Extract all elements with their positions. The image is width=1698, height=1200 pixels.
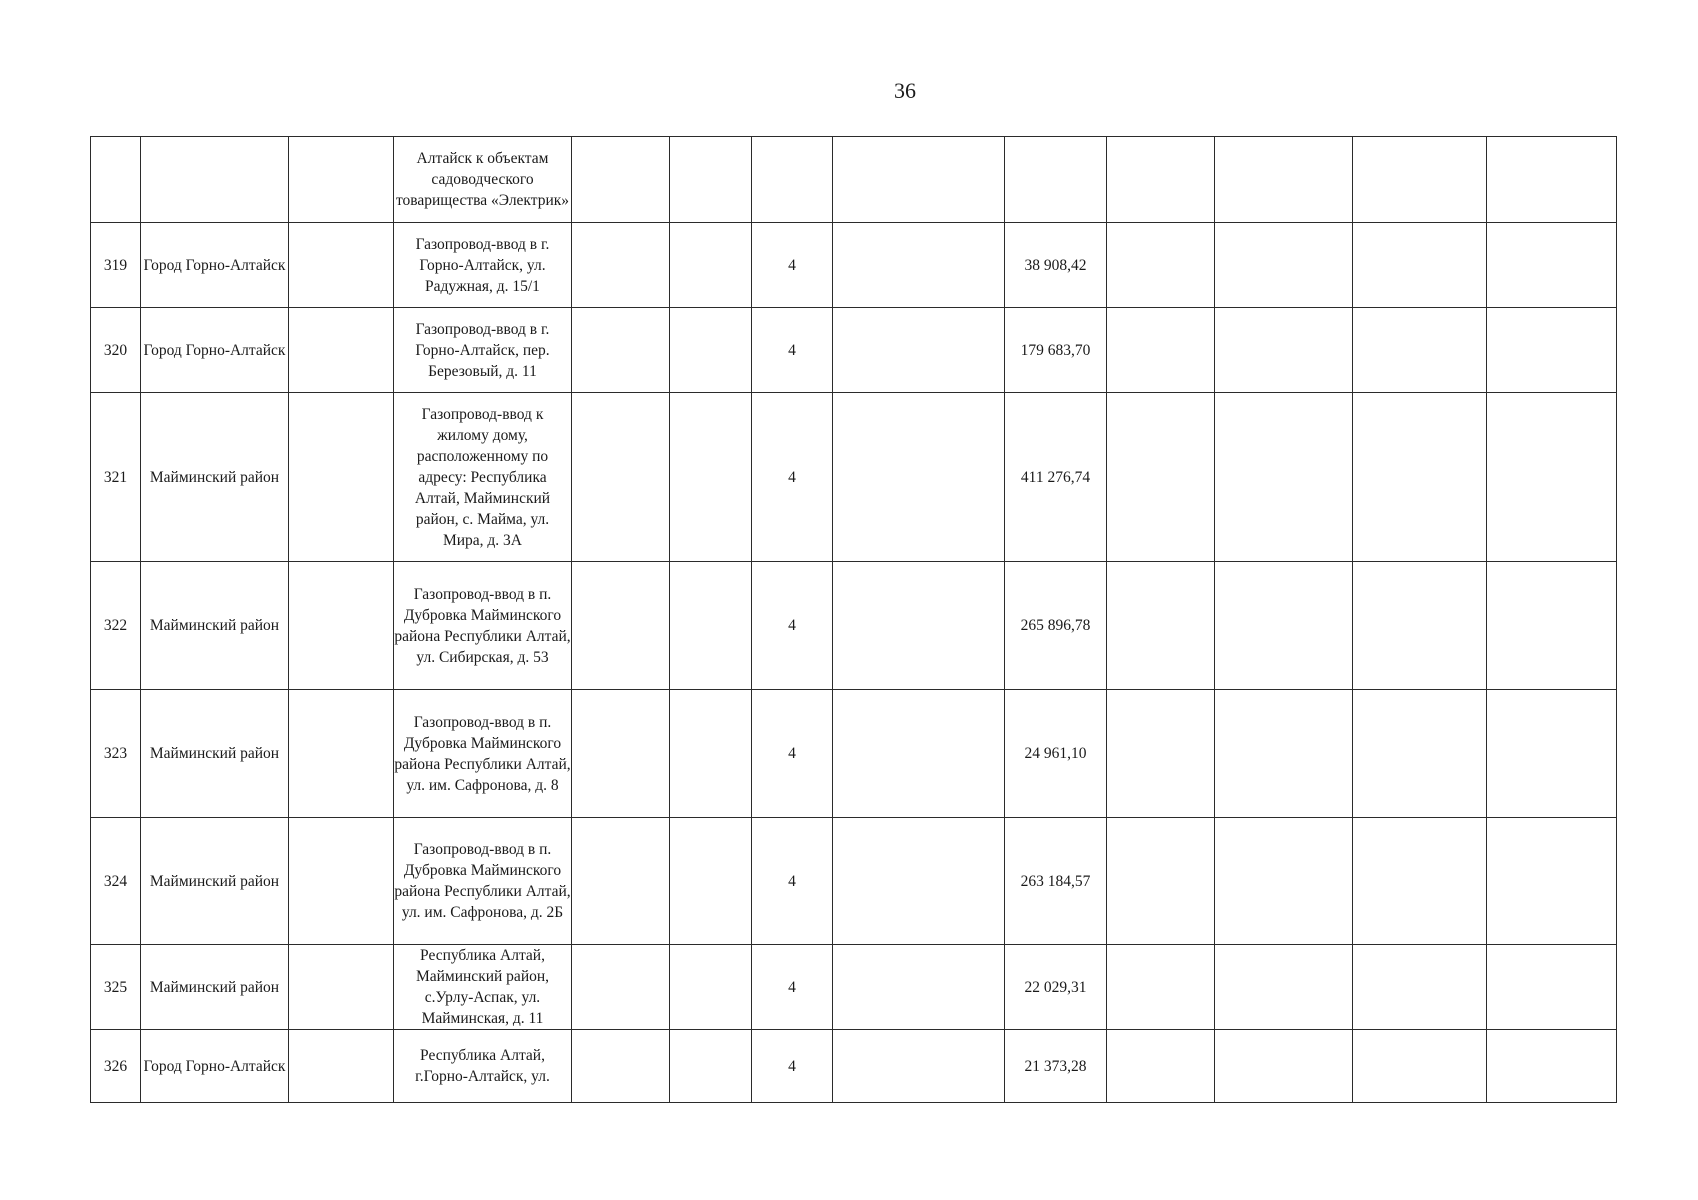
- object-description: Алтайск к объектам садоводческого товарищества «Электрик»: [394, 137, 572, 223]
- quantity-cell: 4: [752, 690, 833, 818]
- empty-cell: [1107, 393, 1215, 562]
- empty-cell: [670, 562, 752, 690]
- cost-cell: 38 908,42: [1005, 223, 1107, 308]
- row-number: 324: [91, 818, 141, 945]
- quantity-cell: 4: [752, 393, 833, 562]
- empty-cell: [572, 393, 670, 562]
- empty-cell: [1487, 945, 1617, 1030]
- row-number: 321: [91, 393, 141, 562]
- empty-cell: [289, 562, 394, 690]
- object-description: Газопровод-ввод в г. Горно-Алтайск, ул. Радужная, д. 15/1: [394, 223, 572, 308]
- municipality-cell: Майминский район: [141, 562, 289, 690]
- empty-cell: [1107, 1030, 1215, 1103]
- empty-cell: [1353, 818, 1487, 945]
- object-description: Газопровод-ввод в п. Дубровка Майминского района Республики Алтай, ул. им. Сафронова, д. 2Б: [394, 818, 572, 945]
- municipality-cell: [141, 137, 289, 223]
- empty-cell: [1107, 137, 1215, 223]
- row-number: 323: [91, 690, 141, 818]
- municipality-cell: Майминский район: [141, 690, 289, 818]
- empty-cell: [289, 945, 394, 1030]
- empty-cell: [670, 137, 752, 223]
- empty-cell: [1487, 690, 1617, 818]
- object-description: Газопровод-ввод в г. Горно-Алтайск, пер. Березовый, д. 11: [394, 308, 572, 393]
- empty-cell: [1353, 308, 1487, 393]
- empty-cell: [1215, 690, 1353, 818]
- empty-cell: [1353, 1030, 1487, 1103]
- empty-cell: [1487, 308, 1617, 393]
- cost-cell: 24 961,10: [1005, 690, 1107, 818]
- empty-cell: [670, 223, 752, 308]
- table-row: [91, 1030, 1617, 1103]
- empty-cell: [1353, 690, 1487, 818]
- cost-cell: 265 896,78: [1005, 562, 1107, 690]
- table-row: [91, 945, 1617, 1030]
- empty-cell: [289, 137, 394, 223]
- quantity-cell: 4: [752, 1030, 833, 1103]
- table-row: [91, 223, 1617, 308]
- quantity-cell: 4: [752, 945, 833, 1030]
- empty-cell: [1487, 223, 1617, 308]
- empty-cell: [1107, 945, 1215, 1030]
- empty-cell: [670, 690, 752, 818]
- row-number: 322: [91, 562, 141, 690]
- row-number: 319: [91, 223, 141, 308]
- quantity-cell: 4: [752, 818, 833, 945]
- cost-cell: 179 683,70: [1005, 308, 1107, 393]
- empty-cell: [833, 562, 1005, 690]
- empty-cell: [1215, 308, 1353, 393]
- empty-cell: [572, 1030, 670, 1103]
- empty-cell: [572, 818, 670, 945]
- row-number: 326: [91, 1030, 141, 1103]
- table-row: [91, 308, 1617, 393]
- empty-cell: [1215, 137, 1353, 223]
- empty-cell: [833, 945, 1005, 1030]
- object-description: Республика Алтай, г.Горно-Алтайск, ул.: [394, 1030, 572, 1103]
- municipality-cell: Город Горно-Алтайск: [141, 223, 289, 308]
- table-row: [91, 818, 1617, 945]
- empty-cell: [1487, 818, 1617, 945]
- cost-cell: 21 373,28: [1005, 1030, 1107, 1103]
- table-row: [91, 137, 1617, 223]
- empty-cell: [833, 818, 1005, 945]
- empty-cell: [572, 945, 670, 1030]
- empty-cell: [833, 223, 1005, 308]
- empty-cell: [572, 562, 670, 690]
- empty-cell: [1107, 690, 1215, 818]
- municipality-cell: Майминский район: [141, 393, 289, 562]
- empty-cell: [1487, 562, 1617, 690]
- table-row: [91, 562, 1617, 690]
- object-description: Газопровод-ввод в п. Дубровка Майминского района Республики Алтай, ул. им. Сафронова, д. 8: [394, 690, 572, 818]
- empty-cell: [833, 137, 1005, 223]
- table-row: [91, 393, 1617, 562]
- empty-cell: [289, 308, 394, 393]
- cost-cell: 411 276,74: [1005, 393, 1107, 562]
- row-number: 325: [91, 945, 141, 1030]
- empty-cell: [833, 308, 1005, 393]
- empty-cell: [670, 393, 752, 562]
- empty-cell: [572, 223, 670, 308]
- data-table: [90, 136, 1617, 1103]
- empty-cell: [1215, 818, 1353, 945]
- cost-cell: [1005, 137, 1107, 223]
- object-description: Газопровод-ввод к жилому дому, расположенному по адресу: Республика Алтай, Майминский район, с. Майма, ул. Мира, д. 3А: [394, 393, 572, 562]
- empty-cell: [670, 308, 752, 393]
- quantity-cell: 4: [752, 308, 833, 393]
- empty-cell: [1353, 393, 1487, 562]
- empty-cell: [1215, 945, 1353, 1030]
- empty-cell: [1107, 818, 1215, 945]
- empty-cell: [1107, 223, 1215, 308]
- row-number: [91, 137, 141, 223]
- empty-cell: [670, 945, 752, 1030]
- empty-cell: [289, 690, 394, 818]
- empty-cell: [572, 690, 670, 818]
- empty-cell: [289, 1030, 394, 1103]
- row-number: 320: [91, 308, 141, 393]
- empty-cell: [833, 1030, 1005, 1103]
- empty-cell: [1215, 223, 1353, 308]
- empty-cell: [670, 1030, 752, 1103]
- municipality-cell: Майминский район: [141, 945, 289, 1030]
- empty-cell: [670, 818, 752, 945]
- empty-cell: [1487, 1030, 1617, 1103]
- empty-cell: [1353, 223, 1487, 308]
- empty-cell: [1215, 562, 1353, 690]
- object-description: Республика Алтай, Майминский район, с.Урлу-Аспак, ул. Майминская, д. 11: [394, 945, 572, 1030]
- page-number: 36: [894, 78, 916, 103]
- empty-cell: [1353, 562, 1487, 690]
- empty-cell: [572, 308, 670, 393]
- cost-cell: 22 029,31: [1005, 945, 1107, 1030]
- empty-cell: [1107, 562, 1215, 690]
- quantity-cell: 4: [752, 223, 833, 308]
- quantity-cell: [752, 137, 833, 223]
- empty-cell: [1353, 137, 1487, 223]
- municipality-cell: Майминский район: [141, 818, 289, 945]
- quantity-cell: 4: [752, 562, 833, 690]
- empty-cell: [572, 137, 670, 223]
- empty-cell: [289, 818, 394, 945]
- empty-cell: [1487, 393, 1617, 562]
- empty-cell: [1487, 137, 1617, 223]
- empty-cell: [833, 690, 1005, 818]
- empty-cell: [289, 393, 394, 562]
- empty-cell: [289, 223, 394, 308]
- empty-cell: [1353, 945, 1487, 1030]
- municipality-cell: Город Горно-Алтайск: [141, 308, 289, 393]
- cost-cell: 263 184,57: [1005, 818, 1107, 945]
- empty-cell: [833, 393, 1005, 562]
- object-description: Газопровод-ввод в п. Дубровка Майминского района Республики Алтай, ул. Сибирская, д. 53: [394, 562, 572, 690]
- empty-cell: [1107, 308, 1215, 393]
- table-row: [91, 690, 1617, 818]
- municipality-cell: Город Горно-Алтайск: [141, 1030, 289, 1103]
- empty-cell: [1215, 393, 1353, 562]
- empty-cell: [1215, 1030, 1353, 1103]
